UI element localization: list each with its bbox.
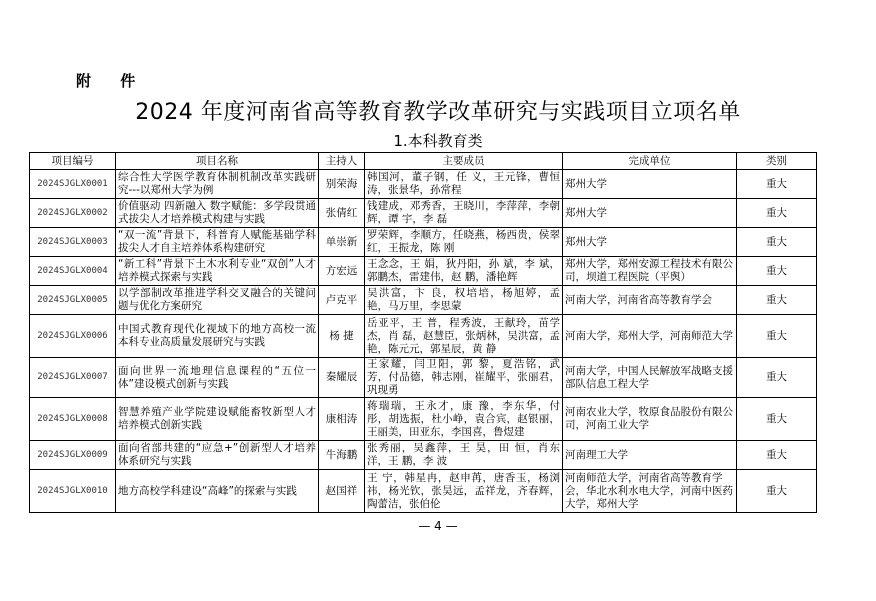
project-host: 方宏远: [319, 257, 365, 286]
column-header-category: 类别: [737, 153, 817, 170]
project-host: 赵国祥: [319, 470, 365, 513]
project-code: 2024SJGLX0007: [30, 358, 116, 398]
project-name: 综合性大学医学教育体制机制改革实践研究---以郑州大学为例: [116, 170, 319, 199]
project-name: 面向省部共建的“应急+”创新型人才培养体系研究与实践: [116, 441, 319, 470]
project-category: 重大: [737, 170, 817, 199]
project-category: 重大: [737, 199, 817, 228]
project-host: 卢克平: [319, 286, 365, 315]
project-code: 2024SJGLX0008: [30, 398, 116, 441]
project-host: 牛海鹏: [319, 441, 365, 470]
project-host: 单崇新: [319, 228, 365, 257]
project-name: 地方高校学科建设“高峰”的探索与实践: [116, 470, 319, 513]
project-category: 重大: [737, 470, 817, 513]
project-name: 智慧养殖产业学院建设赋能畜牧新型人才培养模式创新实践: [116, 398, 319, 441]
project-code: 2024SJGLX0006: [30, 315, 116, 358]
project-name: 中国式教育现代化视域下的地方高校一流本科专业高质量发展研究与实践: [116, 315, 319, 358]
project-unit: 郑州大学: [563, 170, 737, 199]
table-row: [30, 470, 817, 513]
project-host: 杨 捷: [319, 315, 365, 358]
project-category: 重大: [737, 315, 817, 358]
attachment-label: 附 件: [76, 72, 148, 90]
column-header-host: 主持人: [319, 153, 365, 170]
project-name: 面向世界一流地理信息课程的“五位一体”建设模式创新与实践: [116, 358, 319, 398]
project-unit: 河南师范大学，河南省高等教育学会，华北水利水电大学，河南中医药大学，郑州大学: [563, 470, 737, 513]
section-subtitle: 1.本科教育类: [393, 132, 483, 150]
project-members: 岳亚平，王 普，程秀波，王献玲，苗学杰，肖 磊，赵慧臣，张炳林，吴洪富，孟 艳，陈元元，郭星辰，黄 静: [365, 315, 563, 358]
table-row: [30, 398, 817, 441]
project-unit: 河南农业大学，牧原食品股份有限公司，河南工业大学: [563, 398, 737, 441]
table-header-row: [30, 153, 817, 170]
project-code: 2024SJGLX0010: [30, 470, 116, 513]
table-row: [30, 199, 817, 228]
project-name: 价值驱动 四新融入 数字赋能：多学段贯通式拔尖人才培养模式构建与实践: [116, 199, 319, 228]
project-category: 重大: [737, 257, 817, 286]
table-row: [30, 358, 817, 398]
project-host: 张倩红: [319, 199, 365, 228]
project-code: 2024SJGLX0003: [30, 228, 116, 257]
table-row: [30, 315, 817, 358]
project-category: 重大: [737, 228, 817, 257]
project-code: 2024SJGLX0001: [30, 170, 116, 199]
project-members: 罗荣辉，李顺方，任晓燕，杨西贵，侯翠红，王振龙，陈 刚: [365, 228, 563, 257]
project-name: “双一流”背景下，科普育人赋能基础学科拔尖人才自主培养体系构建研究: [116, 228, 319, 257]
project-members: 张秀丽，吴鑫萍，王 昊，田 恒，肖东洋，王 鹏，李 波: [365, 441, 563, 470]
project-members: 蒋瑞瑞，王永才，康 豫，李东华，付 彤，胡选振，杜小峥，袁合宾，赵银丽，王丽美，田亚东，李国喜，鲁煜建: [365, 398, 563, 441]
project-members: 吴洪富，卞 良，权培培，杨旭婷，孟 艳，马万里，李思蒙: [365, 286, 563, 315]
project-members: 钱建成，邓秀香，王晓川，李萍萍，李朝辉，谭 宇，李 磊: [365, 199, 563, 228]
column-header-members: 主要成员: [365, 153, 563, 170]
table-row: [30, 257, 817, 286]
project-table: [29, 152, 817, 513]
project-unit: 河南大学，河南省高等教育学会: [563, 286, 737, 315]
project-members: 王念念，王 娟，狄丹阳，孙 斌，李 斌，郭鹏杰，雷建伟，赵 鹏，潘艳辉: [365, 257, 563, 286]
column-header-unit: 完成单位: [563, 153, 737, 170]
project-category: 重大: [737, 286, 817, 315]
project-unit: 郑州大学，郑州安源工程技术有限公司，坝道工程医院（平舆）: [563, 257, 737, 286]
project-name: “新工科”背景下土木水利专业“双创”人才培养模式探索与实践: [116, 257, 319, 286]
project-name: 以学部制改革推进学科交叉融合的关键问题与优化方案研究: [116, 286, 319, 315]
project-code: 2024SJGLX0004: [30, 257, 116, 286]
project-code: 2024SJGLX0005: [30, 286, 116, 315]
project-unit: 郑州大学: [563, 228, 737, 257]
column-header-code: 项目编号: [30, 153, 116, 170]
project-host: 秦耀辰: [319, 358, 365, 398]
table-row: [30, 286, 817, 315]
table-row: [30, 170, 817, 199]
project-unit: 河南大学，郑州大学，河南师范大学: [563, 315, 737, 358]
project-unit: 河南大学，中国人民解放军战略支援部队信息工程大学: [563, 358, 737, 398]
project-category: 重大: [737, 398, 817, 441]
project-unit: 河南理工大学: [563, 441, 737, 470]
table-row: [30, 228, 817, 257]
project-host: 康相涛: [319, 398, 365, 441]
page-number: — 4 —: [418, 519, 458, 533]
project-unit: 郑州大学: [563, 199, 737, 228]
project-category: 重大: [737, 358, 817, 398]
project-code: 2024SJGLX0002: [30, 199, 116, 228]
project-category: 重大: [737, 441, 817, 470]
project-members: 韩国河，董子钢，任 义，王元锋，曹恒涛，张景华，孙常程: [365, 170, 563, 199]
table-row: [30, 441, 817, 470]
column-header-name: 项目名称: [116, 153, 319, 170]
project-host: 别荣海: [319, 170, 365, 199]
document-title: 2024 年度河南省高等教育教学改革研究与实践项目立项名单: [135, 100, 741, 125]
project-code: 2024SJGLX0009: [30, 441, 116, 470]
project-members: 王 宁，韩星冉，赵申苒，唐香玉，杨浏祎，杨光钦，张昊远，孟祥龙，齐春辉，陶蕾洁，张伯伦: [365, 470, 563, 513]
project-members: 王家耀，闫卫阳，郭 黎，夏浩铭，武 芳，付品德，韩志刚，崔耀平，张丽君，巩现勇: [365, 358, 563, 398]
